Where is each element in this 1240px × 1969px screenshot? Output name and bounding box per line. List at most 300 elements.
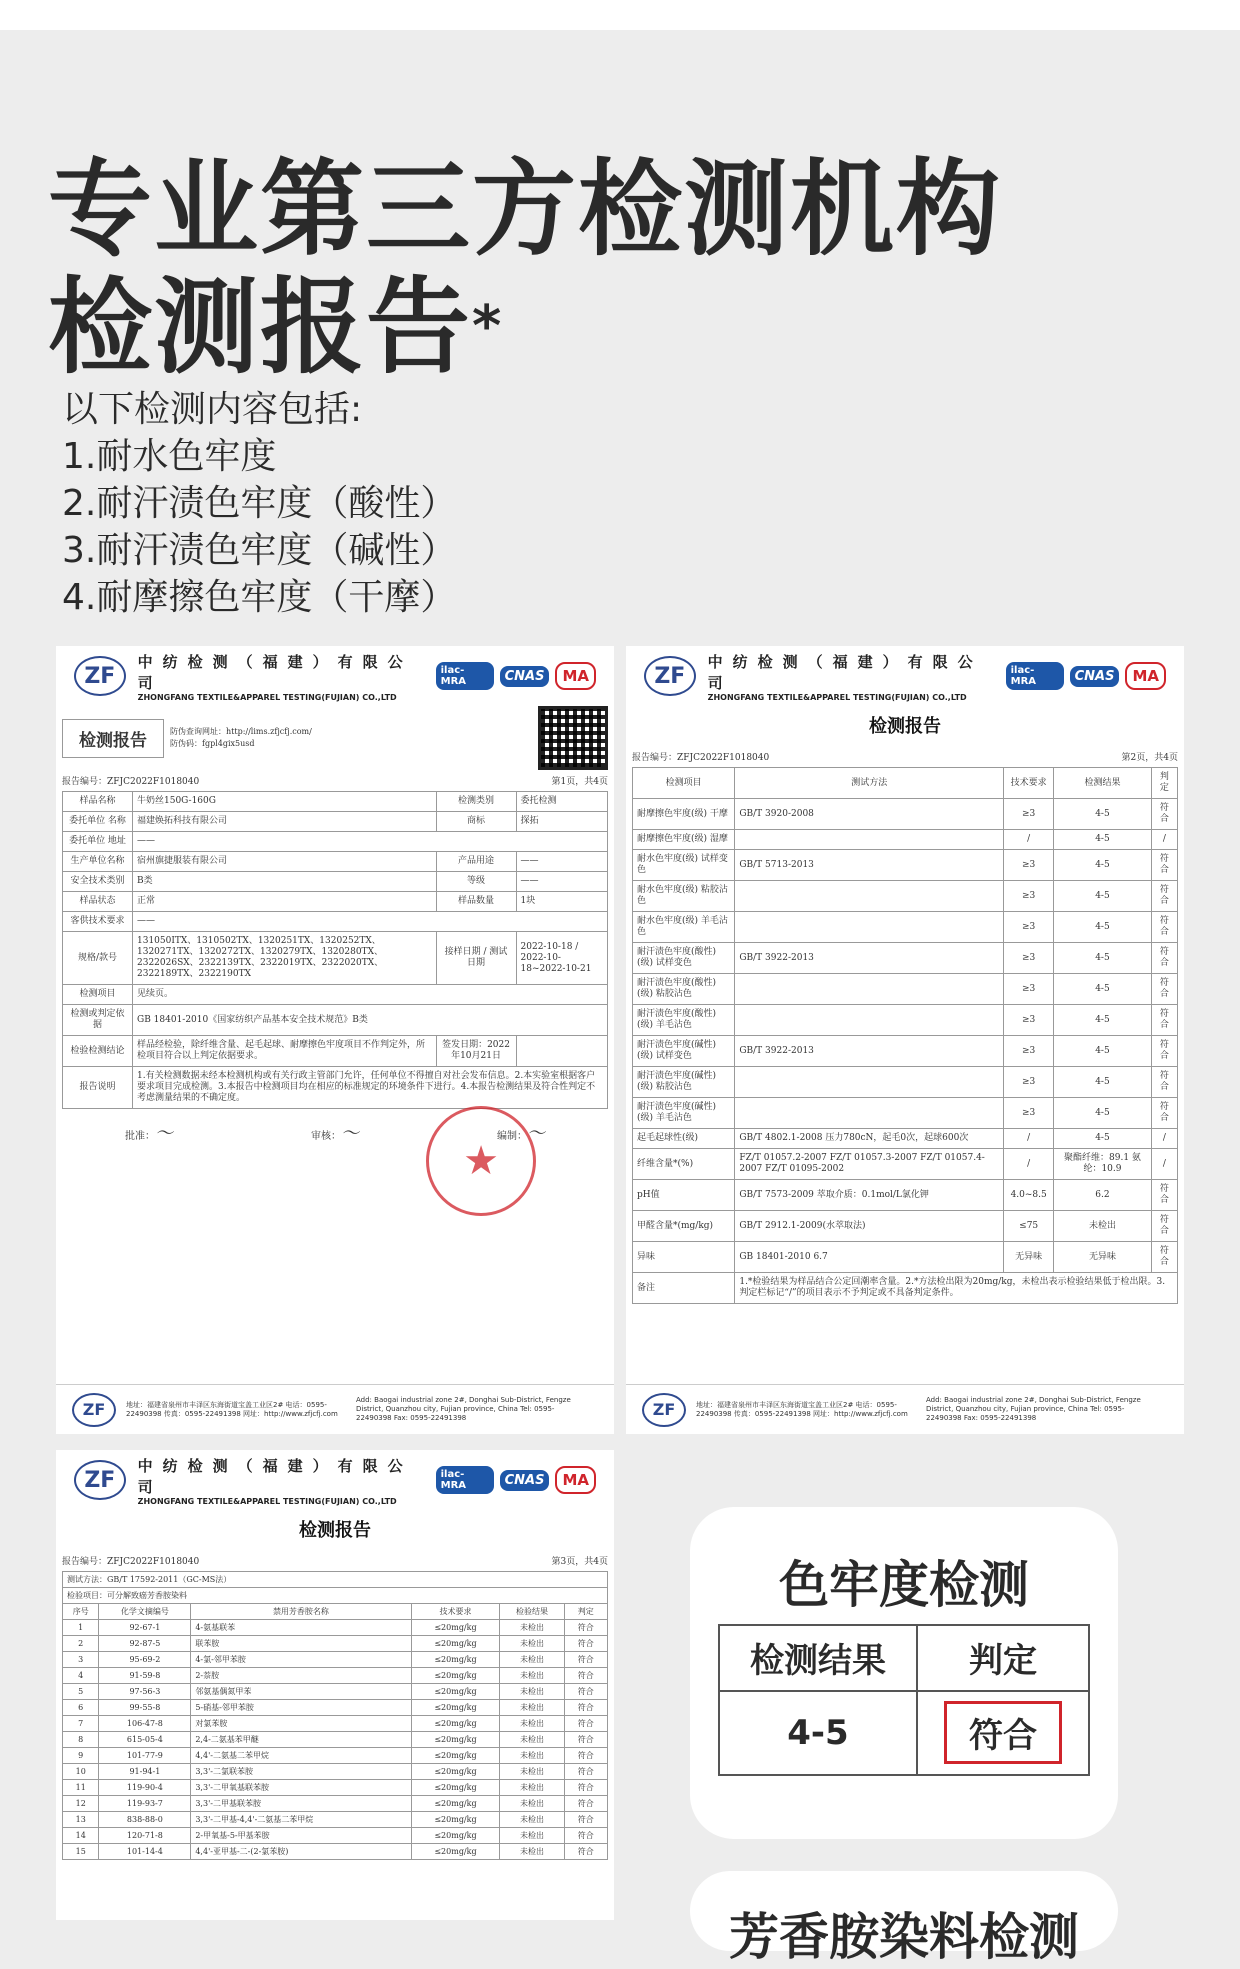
table-cell: ≥3 <box>1004 912 1054 943</box>
table-cell: 无异味 <box>1004 1242 1054 1273</box>
table-cell: 符合 <box>1151 850 1177 881</box>
table-cell: 4,4'-二氨基二苯甲烷 <box>191 1748 411 1764</box>
table-cell: 无异味 <box>1054 1242 1152 1273</box>
page-number: 第2页，共4页 <box>1121 753 1178 763</box>
table-cell: / <box>1151 1149 1177 1180</box>
row-label: 样品数量 <box>436 892 516 912</box>
row-value: —— <box>133 912 608 932</box>
table-cell: 符合 <box>1151 799 1177 830</box>
table-cell: 119-90-4 <box>99 1780 191 1796</box>
row-label: 产品用途 <box>436 852 516 872</box>
table-cell: 符合 <box>564 1812 607 1828</box>
table-cell: GB/T 2912.1-2009(水萃取法) <box>735 1211 1004 1242</box>
report-2-table <box>632 767 1178 1304</box>
table-row <box>63 1812 608 1828</box>
table-cell: 符合 <box>1151 1242 1177 1273</box>
table-row <box>63 912 608 932</box>
page-number: 第1页，共4页 <box>551 777 608 787</box>
ma-badge: MA <box>1125 662 1166 690</box>
table-cell: 14 <box>63 1828 99 1844</box>
table-cell: ≥3 <box>1004 799 1054 830</box>
table-cell: 未检出 <box>1054 1211 1152 1242</box>
signer-label: 审核： <box>311 1131 341 1142</box>
ilac-badge: ilac-MRA <box>436 1466 494 1494</box>
table-cell: 符合 <box>1151 1036 1177 1067</box>
table-cell: 甲醛含量*(mg/kg) <box>633 1211 735 1242</box>
table-cell: 符合 <box>564 1732 607 1748</box>
table-row <box>63 1732 608 1748</box>
table-cell: ≤20mg/kg <box>411 1764 500 1780</box>
ma-badge: MA <box>555 1466 596 1494</box>
table-cell: 耐汗渍色牢度(酸性)(级) 粘胶沾色 <box>633 974 735 1005</box>
table-cell: 4-5 <box>1054 830 1152 850</box>
table-cell: 对氯苯胺 <box>191 1716 411 1732</box>
column-header: 禁用芳香胺名称 <box>191 1604 411 1620</box>
table-row <box>633 1211 1178 1242</box>
table-cell: 纤维含量*(%) <box>633 1149 735 1180</box>
table-cell: 2,4-二氨基苯甲醚 <box>191 1732 411 1748</box>
table-row <box>63 1684 608 1700</box>
signer-label: 批准： <box>125 1131 155 1142</box>
top-bar <box>0 0 1240 30</box>
report-number: 报告编号：ZFJC2022F1018040 <box>62 1557 200 1567</box>
table-cell: 未检出 <box>500 1652 564 1668</box>
table-row <box>633 912 1178 943</box>
title-line-2: 检测报告* <box>48 266 504 388</box>
table-cell: 符合 <box>1151 1005 1177 1036</box>
table-row <box>63 1844 608 1860</box>
table-cell: ≤20mg/kg <box>411 1636 500 1652</box>
table-cell: ≥3 <box>1004 1098 1054 1129</box>
table-cell: ≤20mg/kg <box>411 1620 500 1636</box>
row-value: —— <box>133 832 608 852</box>
column-header: 检测项目 <box>633 768 735 799</box>
report-footer <box>626 1384 1184 1434</box>
table-row <box>633 850 1178 881</box>
table-cell: 符合 <box>564 1636 607 1652</box>
table-row <box>63 1828 608 1844</box>
report-header <box>56 646 614 706</box>
table-cell: ≤20mg/kg <box>411 1684 500 1700</box>
table-row <box>63 1652 608 1668</box>
row-label: 样品状态 <box>63 892 133 912</box>
table-row <box>63 852 608 872</box>
table-cell: 符合 <box>1151 1211 1177 1242</box>
table-cell: 未检出 <box>500 1620 564 1636</box>
table-cell: 6.2 <box>1054 1180 1152 1211</box>
table-cell: 符合 <box>1151 974 1177 1005</box>
table-cell: 符合 <box>564 1700 607 1716</box>
table-cell: 符合 <box>1151 881 1177 912</box>
company-logo: ZF <box>74 1460 126 1500</box>
table-row <box>63 1067 608 1109</box>
row-value: —— <box>516 872 607 892</box>
table-cell: GB/T 7573-2009 萃取介质：0.1mol/L氯化钾 <box>735 1180 1004 1211</box>
row-label: 签发日期：2022年10月21日 <box>436 1036 516 1067</box>
table-cell: 起毛起球性(级) <box>633 1129 735 1149</box>
footer-address-cn: 地址：福建省泉州市丰泽区东海街道宝盖工业区2# 电话：0595-22490398 传真：0595-22491398 网址：http://www.zfjcfj.com <box>696 1400 908 1418</box>
table-row <box>63 1748 608 1764</box>
verify-code: 防伪码：fgpl4gix5usd <box>170 739 255 748</box>
page-number: 第3页，共4页 <box>551 1557 608 1567</box>
report-footer <box>56 1384 614 1434</box>
table-cell: ≥3 <box>1004 881 1054 912</box>
cnas-badge: CNAS <box>1070 666 1120 687</box>
table-cell: ≥3 <box>1004 1005 1054 1036</box>
report-number: 报告编号：ZFJC2022F1018040 <box>632 753 770 763</box>
table-cell <box>735 881 1004 912</box>
row-label: 样品名称 <box>63 792 133 812</box>
table-cell: 符合 <box>564 1780 607 1796</box>
table-cell: 4-5 <box>1054 943 1152 974</box>
table-row <box>63 792 608 812</box>
company-name-cn: 中纺检测（福建）有限公司 <box>137 652 413 692</box>
table-row <box>63 1668 608 1684</box>
report-title: 检测报告 <box>869 716 941 737</box>
table-cell: 3,3'-二甲基-4,4'-二氨基二苯甲烷 <box>191 1812 411 1828</box>
table-cell: 4-5 <box>1054 799 1152 830</box>
table-cell: 4-5 <box>1054 1067 1152 1098</box>
row-value: 1.有关检测数据未经本检测机构或有关行政主管部门允许，任何单位不得擅自对社会发布信息。2.本实验室根据客户要求项目完成检测。3.本报告中检测项目均在相应的标准规定的环境条件下进行。4.本报告检测结果及符合性判定不考虑测量结果的不确定度。 <box>133 1067 608 1109</box>
table-cell: 99-55-8 <box>99 1700 191 1716</box>
table-row <box>63 872 608 892</box>
row-value: —— <box>516 852 607 872</box>
table-row <box>63 892 608 912</box>
summary-table <box>718 1624 1090 1776</box>
table-cell: 符合 <box>1151 1067 1177 1098</box>
table-row <box>633 1067 1178 1098</box>
table-cell: 未检出 <box>500 1684 564 1700</box>
table-cell: 未检出 <box>500 1716 564 1732</box>
table-cell: 4-5 <box>1054 1098 1152 1129</box>
table-row <box>63 1780 608 1796</box>
table-cell: FZ/T 01057.2-2007 FZ/T 01057.3-2007 FZ/T 01057.4-2007 FZ/T 01095-2002 <box>735 1149 1004 1180</box>
table-cell: 耐汗渍色牢度(碱性)(级) 羊毛沾色 <box>633 1098 735 1129</box>
table-cell: 耐水色牢度(级) 试样变色 <box>633 850 735 881</box>
column-header: 检测结果 <box>1054 768 1152 799</box>
table-cell: 聚酯纤维：89.1 氨纶：10.9 <box>1054 1149 1152 1180</box>
table-cell: 95-69-2 <box>99 1652 191 1668</box>
footer-address-en: Add: Baogai industrial zone 2#, Donghai Sub-District, Fengze District, Quanzhou city, Fujian province, China Tel: 0595-22490398 Fax: 0595-22491398 <box>356 1396 571 1422</box>
table-cell: GB/T 3922-2013 <box>735 1036 1004 1067</box>
table-cell: ≥3 <box>1004 943 1054 974</box>
table-row <box>633 799 1178 830</box>
company-logo: ZF <box>644 656 696 696</box>
list-item: 1.耐水色牢度 <box>62 436 277 477</box>
table-row <box>633 1180 1178 1211</box>
table-cell: 符合 <box>564 1684 607 1700</box>
table-cell: 3,3'-二氯联苯胺 <box>191 1764 411 1780</box>
table-cell: 符合 <box>564 1828 607 1844</box>
table-cell: ≤20mg/kg <box>411 1668 500 1684</box>
table-cell: 符合 <box>1151 943 1177 974</box>
table-cell: 3,3'-二甲氧基联苯胺 <box>191 1780 411 1796</box>
table-row <box>633 830 1178 850</box>
table-row <box>63 1636 608 1652</box>
footer-logo: ZF <box>642 1393 686 1427</box>
table-cell: ≤20mg/kg <box>411 1652 500 1668</box>
row-value: 1块 <box>516 892 607 912</box>
table-cell: 符合 <box>1151 1180 1177 1211</box>
table-cell: 耐汗渍色牢度(碱性)(级) 试样变色 <box>633 1036 735 1067</box>
color-fastness-summary-card <box>690 1507 1118 1839</box>
report-header <box>626 646 1184 706</box>
table-cell: ≤20mg/kg <box>411 1828 500 1844</box>
table-cell: 8 <box>63 1732 99 1748</box>
footnote-star: * <box>472 294 504 359</box>
column-header: 技术要求 <box>1004 768 1054 799</box>
row-label: 规格/款号 <box>63 932 133 985</box>
row-value: B类 <box>133 872 437 892</box>
table-cell: 615-05-4 <box>99 1732 191 1748</box>
row-value: 样品经检验，除纤维含量、起毛起球、耐摩擦色牢度项目不作判定外，所检项目符合以上判定依据要求。 <box>133 1036 437 1067</box>
table-cell: 10 <box>63 1764 99 1780</box>
verdict-pass-badge: 符合 <box>944 1701 1062 1764</box>
table-cell: 12 <box>63 1796 99 1812</box>
row-label: 委托单位 地址 <box>63 832 133 852</box>
table-row <box>63 985 608 1005</box>
table-cell: 97-56-3 <box>99 1684 191 1700</box>
table-cell: 未检出 <box>500 1764 564 1780</box>
table-cell: 7 <box>63 1716 99 1732</box>
row-value: 牛奶丝150G-160G <box>133 792 437 812</box>
aromatic-amine-summary-card <box>690 1871 1118 1966</box>
table-cell: 9 <box>63 1748 99 1764</box>
column-header: 检验结果 <box>500 1604 564 1620</box>
table-row <box>633 1129 1178 1149</box>
table-cell: ≤75 <box>1004 1211 1054 1242</box>
table-cell: ≤20mg/kg <box>411 1844 500 1860</box>
notes-label: 备注 <box>633 1273 735 1304</box>
row-label: 安全技术类别 <box>63 872 133 892</box>
table-cell: 4,4'-亚甲基-二-(2-氯苯胺) <box>191 1844 411 1860</box>
report-number: 报告编号：ZFJC2022F1018040 <box>62 777 200 787</box>
table-cell: GB/T 4802.1-2008 压力780cN，起毛0次，起球600次 <box>735 1129 1004 1149</box>
table-cell: ≥3 <box>1004 974 1054 1005</box>
table-cell: 4-5 <box>1054 881 1152 912</box>
table-cell: 符合 <box>564 1716 607 1732</box>
signer-label: 编制： <box>497 1131 527 1142</box>
company-name-cn: 中纺检测（福建）有限公司 <box>137 1456 413 1496</box>
table-cell: 5-硝基-邻甲苯胺 <box>191 1700 411 1716</box>
ilac-badge: ilac-MRA <box>1006 662 1064 690</box>
table-row <box>63 832 608 852</box>
accreditation-badges <box>436 662 596 690</box>
table-row <box>63 1764 608 1780</box>
table-cell: 符合 <box>564 1764 607 1780</box>
table-cell: 符合 <box>564 1652 607 1668</box>
table-cell: 5 <box>63 1684 99 1700</box>
table-cell: 4 <box>63 1668 99 1684</box>
table-cell: 符合 <box>564 1844 607 1860</box>
footer-logo: ZF <box>72 1393 116 1427</box>
table-row <box>63 1796 608 1812</box>
row-label: 检测或判定依据 <box>63 1005 133 1036</box>
table-cell: 120-71-8 <box>99 1828 191 1844</box>
table-cell: 106-47-8 <box>99 1716 191 1732</box>
row-label: 生产单位名称 <box>63 852 133 872</box>
table-cell <box>735 974 1004 1005</box>
table-cell: 3 <box>63 1652 99 1668</box>
table-cell: GB/T 3922-2013 <box>735 943 1004 974</box>
table-cell: 4.0~8.5 <box>1004 1180 1054 1211</box>
table-cell: 符合 <box>1151 912 1177 943</box>
report-title-box: 检测报告 <box>62 719 164 758</box>
table-cell: / <box>1151 830 1177 850</box>
table-cell: 耐水色牢度(级) 羊毛沾色 <box>633 912 735 943</box>
table-row <box>63 1716 608 1732</box>
items-intro: 以下检测内容包括: <box>62 389 363 430</box>
column-header: 判定 <box>564 1604 607 1620</box>
table-cell: 未检出 <box>500 1844 564 1860</box>
table-cell: 符合 <box>564 1748 607 1764</box>
table-cell <box>735 830 1004 850</box>
table-cell: 符合 <box>564 1620 607 1636</box>
table-cell: 4-5 <box>1054 974 1152 1005</box>
table-cell: 4-氯-邻甲苯胺 <box>191 1652 411 1668</box>
table-cell <box>735 1067 1004 1098</box>
report-header <box>56 1450 614 1510</box>
row-label: 商标 <box>436 812 516 832</box>
table-cell: 耐摩擦色牢度(级) 干摩 <box>633 799 735 830</box>
table-cell: 1 <box>63 1620 99 1636</box>
row-value <box>516 1036 607 1067</box>
cnas-badge: CNAS <box>500 666 550 687</box>
table-cell: ≥3 <box>1004 850 1054 881</box>
table-row <box>633 881 1178 912</box>
table-cell: ≤20mg/kg <box>411 1812 500 1828</box>
ma-badge: MA <box>555 662 596 690</box>
table-cell: 未检出 <box>500 1812 564 1828</box>
result-value: 4-5 <box>719 1691 917 1775</box>
row-value: 宿州旗捷服装有限公司 <box>133 852 437 872</box>
row-label: 检测类别 <box>436 792 516 812</box>
verdict-header: 判定 <box>917 1625 1089 1691</box>
row-value: 正常 <box>133 892 437 912</box>
company-logo: ZF <box>74 656 126 696</box>
table-cell: 耐摩擦色牢度(级) 湿摩 <box>633 830 735 850</box>
table-row <box>633 1005 1178 1036</box>
title-line-1: 专业第三方检测机构 <box>48 148 1003 270</box>
column-header: 测试方法 <box>735 768 1004 799</box>
table-cell: 联苯胺 <box>191 1636 411 1652</box>
table-cell: 邻氨基偶氮甲苯 <box>191 1684 411 1700</box>
table-cell: pH值 <box>633 1180 735 1211</box>
table-cell: 4-5 <box>1054 1005 1152 1036</box>
table-cell: 符合 <box>564 1796 607 1812</box>
company-name-en: ZHONGFANG TEXTILE&APPAREL TESTING(FUJIAN) CO.,LTD <box>137 1496 397 1506</box>
table-row <box>63 1700 608 1716</box>
table-cell: 未检出 <box>500 1796 564 1812</box>
result-header: 检测结果 <box>719 1625 917 1691</box>
list-item: 2.耐汗渍色牢度（酸性） <box>62 483 457 524</box>
table-cell: 6 <box>63 1700 99 1716</box>
table-cell: 耐汗渍色牢度(酸性)(级) 试样变色 <box>633 943 735 974</box>
table-cell: 耐水色牢度(级) 粘胶沾色 <box>633 881 735 912</box>
table-cell: 4-5 <box>1054 1036 1152 1067</box>
row-value: GB 18401-2010《国家纺织产品基本安全技术规范》B类 <box>133 1005 608 1036</box>
company-name-en: ZHONGFANG TEXTILE&APPAREL TESTING(FUJIAN) CO.,LTD <box>707 692 967 702</box>
row-value: 委托检测 <box>516 792 607 812</box>
table-cell: 119-93-7 <box>99 1796 191 1812</box>
accreditation-badges <box>1006 662 1166 690</box>
table-cell: 符合 <box>564 1668 607 1684</box>
cnas-badge: CNAS <box>500 1470 550 1491</box>
table-cell: 838-88-0 <box>99 1812 191 1828</box>
table-cell <box>735 912 1004 943</box>
table-cell: 2-萘胺 <box>191 1668 411 1684</box>
table-cell: 15 <box>63 1844 99 1860</box>
row-label: 接样日期 / 测试日期 <box>436 932 516 985</box>
table-row <box>63 932 608 985</box>
column-header: 技术要求 <box>411 1604 500 1620</box>
table-cell: 91-94-1 <box>99 1764 191 1780</box>
row-value: 2022-10-18 / 2022-10-18~2022-10-21 <box>516 932 607 985</box>
table-cell: / <box>1151 1129 1177 1149</box>
table-row <box>633 943 1178 974</box>
list-item: 4.耐摩擦色牢度（干摩） <box>62 577 457 618</box>
signatures: 批准：～ 审核：～ 编制：～ <box>125 1123 545 1144</box>
report-1-table <box>62 791 608 1109</box>
table-cell: 4-5 <box>1054 1129 1152 1149</box>
table-cell: 未检出 <box>500 1636 564 1652</box>
row-value: 探拓 <box>516 812 607 832</box>
list-item: 3.耐汗渍色牢度（碱性） <box>62 530 457 571</box>
table-cell: 4-5 <box>1054 850 1152 881</box>
row-label: 委托单位 名称 <box>63 812 133 832</box>
row-value: 131050ITX、1310502TX、1320251TX、1320252TX、1320271TX、1320272TX、1320279TX、1320280TX、2322026SX、2322139TX、2322019TX、2322020TX、2322189TX、2322190TX <box>133 932 437 985</box>
test-items-list <box>62 386 456 621</box>
test-method: 测试方法：GB/T 17592-2011（GC-MS法） <box>63 1572 608 1588</box>
table-cell: 未检出 <box>500 1780 564 1796</box>
table-cell: ≤20mg/kg <box>411 1700 500 1716</box>
table-cell: 92-67-1 <box>99 1620 191 1636</box>
table-row <box>63 1005 608 1036</box>
table-cell: 耐汗渍色牢度(碱性)(级) 粘胶沾色 <box>633 1067 735 1098</box>
table-cell: ≤20mg/kg <box>411 1732 500 1748</box>
footer-address-en: Add: Baogai industrial zone 2#, Donghai Sub-District, Fengze District, Quanzhou city, Fujian province, China Tel: 0595-22490398 Fax: 0595-22491398 <box>926 1396 1141 1422</box>
row-value: 见续页。 <box>133 985 608 1005</box>
table-cell: ≤20mg/kg <box>411 1780 500 1796</box>
table-cell: 未检出 <box>500 1828 564 1844</box>
column-header: 序号 <box>63 1604 99 1620</box>
table-row <box>63 1036 608 1067</box>
table-cell: / <box>1004 1129 1054 1149</box>
table-cell: 耐汗渍色牢度(酸性)(级) 羊毛沾色 <box>633 1005 735 1036</box>
table-cell: 101-77-9 <box>99 1748 191 1764</box>
ilac-badge: ilac-MRA <box>436 662 494 690</box>
table-cell: ≥3 <box>1004 1067 1054 1098</box>
table-cell: 4-氨基联苯 <box>191 1620 411 1636</box>
report-3-table <box>62 1571 608 1860</box>
table-row <box>633 1036 1178 1067</box>
table-cell: ≥3 <box>1004 1036 1054 1067</box>
page-title <box>48 150 1002 386</box>
table-cell: 3,3'-二甲基联苯胺 <box>191 1796 411 1812</box>
table-row <box>63 812 608 832</box>
table-cell: 未检出 <box>500 1732 564 1748</box>
official-seal-stamp: ★ <box>426 1106 536 1216</box>
summary2-title: 芳香胺染料检测 <box>729 1908 1079 1966</box>
verify-site: 防伪查询网址：http://lims.zfjcfj.com/ <box>170 727 312 736</box>
table-cell: 91-59-8 <box>99 1668 191 1684</box>
report-title: 检测报告 <box>299 1520 371 1541</box>
row-value: 福建焕拓科技有限公司 <box>133 812 437 832</box>
row-label: 检验检测结论 <box>63 1036 133 1067</box>
report-page-1 <box>56 646 614 1434</box>
company-name-cn: 中纺检测（福建）有限公司 <box>707 652 983 692</box>
accreditation-badges <box>436 1466 596 1494</box>
